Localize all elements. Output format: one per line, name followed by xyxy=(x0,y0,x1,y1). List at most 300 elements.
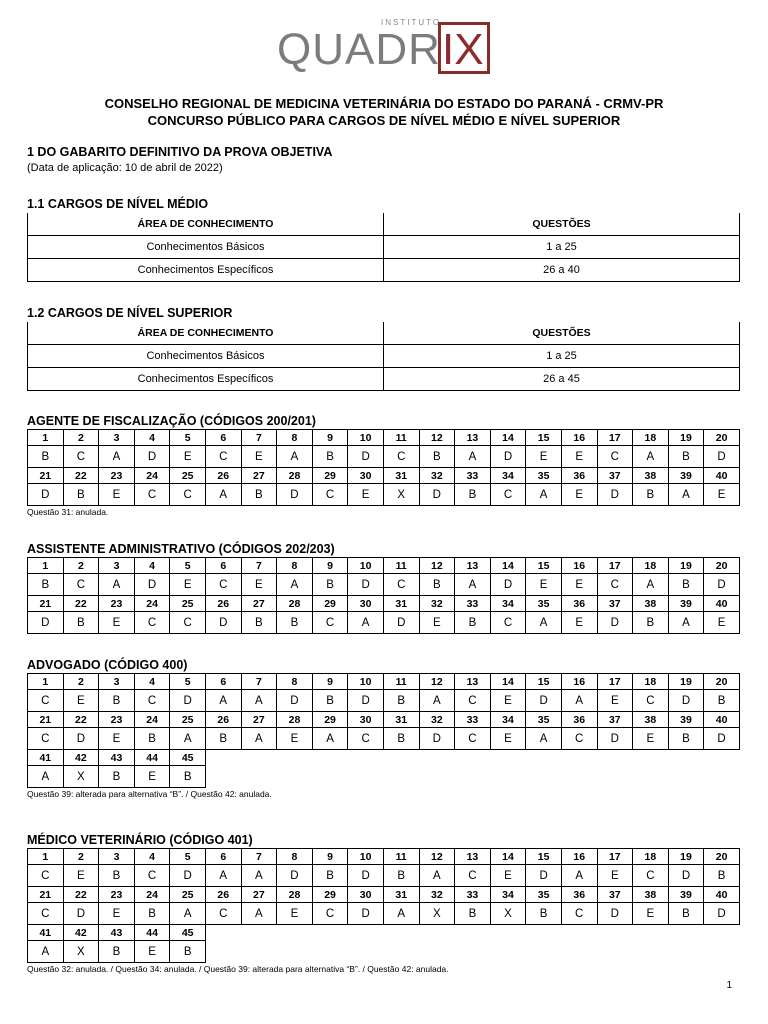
answer-cell: A xyxy=(526,728,562,750)
question-number-cell: 34 xyxy=(490,596,526,612)
answer-cell: B xyxy=(99,690,135,712)
question-number-cell: 12 xyxy=(419,849,455,865)
question-number-cell: 5 xyxy=(170,674,206,690)
answer-cell: D xyxy=(490,446,526,468)
question-number-cell: 39 xyxy=(668,468,704,484)
question-number-cell: 40 xyxy=(704,887,740,903)
answer-cell: A xyxy=(99,446,135,468)
area-cell: Conhecimentos Básicos xyxy=(28,236,384,259)
answer-row xyxy=(28,903,740,925)
answer-cell: E xyxy=(561,612,597,634)
group-assistente xyxy=(27,541,740,634)
question-number-row xyxy=(28,468,740,484)
question-number-cell: 37 xyxy=(597,468,633,484)
question-number-cell: 9 xyxy=(312,558,348,574)
answer-cell: A xyxy=(241,865,277,887)
question-number-cell: 2 xyxy=(63,430,99,446)
questoes-cell: 1 a 25 xyxy=(384,236,740,259)
application-date: (Data de aplicação: 10 de abril de 2022) xyxy=(27,162,223,174)
group-title: ASSISTENTE ADMINISTRATIVO (CÓDIGOS 202/203) xyxy=(27,542,335,556)
question-number-cell: 30 xyxy=(348,596,384,612)
group-title: ADVOGADO (CÓDIGO 400) xyxy=(27,658,188,672)
answer-cell: B xyxy=(383,690,419,712)
question-number-cell: 27 xyxy=(241,468,277,484)
question-number-cell: 30 xyxy=(348,468,384,484)
question-number-cell: 45 xyxy=(170,750,206,766)
question-number-row xyxy=(28,712,740,728)
answer-cell: D xyxy=(348,690,384,712)
question-number-cell: 15 xyxy=(526,849,562,865)
question-number-cell: 29 xyxy=(312,887,348,903)
question-number-cell: 32 xyxy=(419,712,455,728)
answer-cell: D xyxy=(668,865,704,887)
answer-cell: B xyxy=(134,728,170,750)
question-number-cell: 40 xyxy=(704,712,740,728)
answer-cell: D xyxy=(170,865,206,887)
question-number-cell: 8 xyxy=(277,558,313,574)
question-number-cell: 20 xyxy=(704,674,740,690)
question-number-cell: 27 xyxy=(241,887,277,903)
answer-cell: E xyxy=(561,446,597,468)
question-number-cell: 10 xyxy=(348,430,384,446)
question-number-cell: 16 xyxy=(561,849,597,865)
answer-cell: C xyxy=(383,446,419,468)
answer-cell: C xyxy=(63,574,99,596)
answer-cell: D xyxy=(277,865,313,887)
logo-instituto-text: INSTITUTO xyxy=(381,18,442,27)
answer-cell: E xyxy=(134,941,170,963)
answer-cell: E xyxy=(561,484,597,506)
answer-cell: C xyxy=(312,903,348,925)
answer-cell: D xyxy=(419,484,455,506)
question-number-cell: 3 xyxy=(99,430,135,446)
question-number-cell: 4 xyxy=(134,849,170,865)
answer-table xyxy=(27,429,740,506)
question-number-cell: 42 xyxy=(63,925,99,941)
answer-cell: D xyxy=(597,612,633,634)
question-number-cell: 7 xyxy=(241,849,277,865)
answer-cell: B xyxy=(28,574,64,596)
question-number-cell: 2 xyxy=(63,849,99,865)
question-number-cell: 19 xyxy=(668,674,704,690)
answer-cell: A xyxy=(668,484,704,506)
answer-cell: X xyxy=(419,903,455,925)
answer-cell: D xyxy=(205,612,241,634)
question-number-cell: 4 xyxy=(134,430,170,446)
question-number-cell: 36 xyxy=(561,596,597,612)
question-number-cell: 35 xyxy=(526,468,562,484)
answer-cell: B xyxy=(312,446,348,468)
group-title: MÉDICO VETERINÁRIO (CÓDIGO 401) xyxy=(27,833,253,847)
answer-cell: C xyxy=(597,446,633,468)
question-number-cell: 1 xyxy=(28,558,64,574)
question-number-cell: 11 xyxy=(383,849,419,865)
superior-title: 1.2 CARGOS DE NÍVEL SUPERIOR xyxy=(27,306,233,320)
answer-row xyxy=(28,941,740,963)
question-number-cell: 21 xyxy=(28,887,64,903)
question-number-cell: 31 xyxy=(383,887,419,903)
question-number-cell: 29 xyxy=(312,712,348,728)
question-number-cell: 11 xyxy=(383,558,419,574)
question-number-cell: 19 xyxy=(668,558,704,574)
answer-cell: D xyxy=(597,484,633,506)
answer-cell: X xyxy=(383,484,419,506)
answer-row xyxy=(28,728,740,750)
answer-cell: D xyxy=(526,690,562,712)
question-number-cell: 31 xyxy=(383,712,419,728)
answer-cell: A xyxy=(348,612,384,634)
question-number-cell: 43 xyxy=(99,925,135,941)
medio-col-area: ÁREA DE CONHECIMENTO xyxy=(28,213,384,236)
question-number-cell: 38 xyxy=(633,887,669,903)
answer-cell: A xyxy=(668,612,704,634)
answer-cell: B xyxy=(28,446,64,468)
table-row xyxy=(28,259,740,282)
answer-cell: E xyxy=(241,574,277,596)
question-number-cell: 15 xyxy=(526,430,562,446)
question-number-cell: 17 xyxy=(597,430,633,446)
answer-cell: C xyxy=(490,612,526,634)
answer-cell: B xyxy=(205,728,241,750)
question-number-cell: 6 xyxy=(205,849,241,865)
answer-cell: B xyxy=(63,612,99,634)
question-number-cell: 30 xyxy=(348,712,384,728)
question-number-cell: 14 xyxy=(490,558,526,574)
question-number-cell: 23 xyxy=(99,596,135,612)
group-medico xyxy=(27,832,740,974)
question-number-cell: 24 xyxy=(134,468,170,484)
answer-cell: D xyxy=(704,728,740,750)
question-number-cell: 22 xyxy=(63,468,99,484)
answer-row xyxy=(28,612,740,634)
area-cell: Conhecimentos Específicos xyxy=(28,259,384,282)
answer-cell: A xyxy=(205,484,241,506)
question-number-cell: 18 xyxy=(633,674,669,690)
question-number-cell: 18 xyxy=(633,849,669,865)
question-number-cell: 20 xyxy=(704,849,740,865)
answer-cell: C xyxy=(383,574,419,596)
answer-cell: E xyxy=(490,690,526,712)
question-number-cell: 41 xyxy=(28,925,64,941)
question-number-cell: 36 xyxy=(561,712,597,728)
question-number-cell: 45 xyxy=(170,925,206,941)
question-number-cell: 8 xyxy=(277,430,313,446)
question-number-cell: 1 xyxy=(28,430,64,446)
question-number-row xyxy=(28,925,740,941)
question-number-cell: 7 xyxy=(241,674,277,690)
answer-cell: B xyxy=(668,446,704,468)
answer-cell: B xyxy=(99,766,135,788)
question-number-cell: 30 xyxy=(348,887,384,903)
answer-cell: E xyxy=(526,574,562,596)
question-number-row xyxy=(28,558,740,574)
answer-cell: D xyxy=(383,612,419,634)
question-number-cell: 25 xyxy=(170,712,206,728)
question-number-cell: 1 xyxy=(28,849,64,865)
question-number-cell: 16 xyxy=(561,558,597,574)
answer-cell: B xyxy=(633,612,669,634)
question-number-cell: 24 xyxy=(134,887,170,903)
answer-cell: E xyxy=(99,728,135,750)
question-number-cell: 28 xyxy=(277,596,313,612)
question-number-cell: 17 xyxy=(597,674,633,690)
answer-cell: B xyxy=(134,903,170,925)
question-number-cell: 9 xyxy=(312,430,348,446)
answer-cell: A xyxy=(277,574,313,596)
answer-cell: B xyxy=(419,574,455,596)
header-line-1: CONSELHO REGIONAL DE MEDICINA VETERINÁRIA DO ESTADO DO PARANÁ - CRMV-PR xyxy=(104,96,664,111)
answer-cell: D xyxy=(704,903,740,925)
question-number-cell: 34 xyxy=(490,712,526,728)
question-number-cell: 3 xyxy=(99,558,135,574)
question-number-cell: 42 xyxy=(63,750,99,766)
answer-cell: E xyxy=(99,484,135,506)
question-number-cell: 41 xyxy=(28,750,64,766)
question-number-cell: 38 xyxy=(633,712,669,728)
answer-cell: X xyxy=(63,766,99,788)
question-number-row xyxy=(28,887,740,903)
answer-cell: C xyxy=(134,484,170,506)
answer-cell: B xyxy=(668,728,704,750)
question-number-cell: 23 xyxy=(99,468,135,484)
question-number-cell: 19 xyxy=(668,849,704,865)
answer-cell: C xyxy=(561,728,597,750)
question-number-cell: 33 xyxy=(455,887,491,903)
answer-cell: C xyxy=(633,865,669,887)
answer-cell: A xyxy=(28,766,64,788)
questoes-cell: 26 a 40 xyxy=(384,259,740,282)
answer-cell: D xyxy=(597,728,633,750)
answer-cell: C xyxy=(205,574,241,596)
answer-cell: A xyxy=(241,690,277,712)
question-number-cell: 35 xyxy=(526,887,562,903)
question-number-cell: 31 xyxy=(383,596,419,612)
question-number-row xyxy=(28,750,740,766)
answer-cell: B xyxy=(455,484,491,506)
group-title: AGENTE DE FISCALIZAÇÃO (CÓDIGOS 200/201) xyxy=(27,414,316,428)
page-number: 1 xyxy=(726,980,732,991)
answer-cell: C xyxy=(205,446,241,468)
answer-cell: C xyxy=(28,903,64,925)
group-note: Questão 39: alterada para alternativa “B”. / Questão 42: anulada. xyxy=(27,789,272,799)
answer-cell: D xyxy=(134,574,170,596)
question-number-cell: 37 xyxy=(597,887,633,903)
question-number-cell: 6 xyxy=(205,430,241,446)
answer-cell: E xyxy=(419,612,455,634)
question-number-cell: 10 xyxy=(348,849,384,865)
question-number-cell: 40 xyxy=(704,596,740,612)
question-number-cell: 25 xyxy=(170,596,206,612)
header-line-2: CONCURSO PÚBLICO PARA CARGOS DE NÍVEL MÉDIO E NÍVEL SUPERIOR xyxy=(147,113,621,128)
question-number-cell: 7 xyxy=(241,430,277,446)
answer-row xyxy=(28,446,740,468)
question-number-cell: 19 xyxy=(668,430,704,446)
answer-cell: C xyxy=(490,484,526,506)
question-number-cell: 7 xyxy=(241,558,277,574)
answer-cell: C xyxy=(205,903,241,925)
answer-cell: C xyxy=(170,612,206,634)
question-number-cell: 34 xyxy=(490,887,526,903)
question-number-cell: 22 xyxy=(63,596,99,612)
question-number-cell: 9 xyxy=(312,849,348,865)
question-number-row xyxy=(28,674,740,690)
answer-cell: E xyxy=(170,574,206,596)
answer-cell: A xyxy=(455,574,491,596)
answer-row xyxy=(28,766,740,788)
logo-word: QUADR xyxy=(277,25,441,74)
question-number-row xyxy=(28,596,740,612)
question-number-cell: 13 xyxy=(455,430,491,446)
answer-row xyxy=(28,690,740,712)
question-number-cell: 14 xyxy=(490,849,526,865)
answer-cell: B xyxy=(312,690,348,712)
answer-cell: E xyxy=(348,484,384,506)
question-number-cell: 44 xyxy=(134,750,170,766)
question-number-cell: 32 xyxy=(419,887,455,903)
question-number-cell: 22 xyxy=(63,887,99,903)
answer-cell: E xyxy=(597,690,633,712)
answer-cell: B xyxy=(241,484,277,506)
answer-cell: B xyxy=(383,865,419,887)
answer-cell: C xyxy=(455,690,491,712)
question-number-cell: 38 xyxy=(633,468,669,484)
question-number-cell: 39 xyxy=(668,887,704,903)
answer-table xyxy=(27,557,740,634)
answer-cell: E xyxy=(241,446,277,468)
answer-cell: X xyxy=(63,941,99,963)
answer-cell: B xyxy=(419,446,455,468)
answer-cell: E xyxy=(99,612,135,634)
answer-row xyxy=(28,484,740,506)
logo-ix: IX xyxy=(442,25,484,74)
question-number-cell: 32 xyxy=(419,468,455,484)
answer-cell: E xyxy=(597,865,633,887)
question-number-cell: 27 xyxy=(241,596,277,612)
answer-cell: E xyxy=(704,612,740,634)
question-number-cell: 4 xyxy=(134,674,170,690)
answer-cell: A xyxy=(170,728,206,750)
answer-cell: C xyxy=(134,612,170,634)
question-number-cell: 38 xyxy=(633,596,669,612)
answer-cell: B xyxy=(277,612,313,634)
answer-cell: D xyxy=(526,865,562,887)
answer-cell: B xyxy=(668,903,704,925)
answer-cell: C xyxy=(633,690,669,712)
question-number-cell: 12 xyxy=(419,674,455,690)
question-number-cell: 37 xyxy=(597,712,633,728)
question-number-cell: 3 xyxy=(99,674,135,690)
answer-cell: D xyxy=(170,690,206,712)
area-cell: Conhecimentos Específicos xyxy=(28,368,384,391)
question-number-cell: 29 xyxy=(312,468,348,484)
answer-cell: D xyxy=(419,728,455,750)
question-number-cell: 17 xyxy=(597,849,633,865)
answer-cell: B xyxy=(312,574,348,596)
answer-cell: B xyxy=(63,484,99,506)
answer-table xyxy=(27,673,740,788)
answer-cell: E xyxy=(277,728,313,750)
question-number-cell: 18 xyxy=(633,430,669,446)
medio-title: 1.1 CARGOS DE NÍVEL MÉDIO xyxy=(27,197,209,211)
answer-cell: B xyxy=(526,903,562,925)
question-number-cell: 34 xyxy=(490,468,526,484)
answer-cell: E xyxy=(561,574,597,596)
answer-cell: E xyxy=(277,903,313,925)
answer-cell: A xyxy=(205,865,241,887)
answer-cell: C xyxy=(134,865,170,887)
question-number-cell: 22 xyxy=(63,712,99,728)
question-number-cell: 39 xyxy=(668,596,704,612)
answer-cell: D xyxy=(277,690,313,712)
question-number-cell: 13 xyxy=(455,849,491,865)
answer-cell: C xyxy=(28,728,64,750)
answer-cell: E xyxy=(170,446,206,468)
question-number-cell: 23 xyxy=(99,887,135,903)
medio-table xyxy=(27,213,740,282)
question-number-cell: 14 xyxy=(490,674,526,690)
question-number-cell: 16 xyxy=(561,674,597,690)
question-number-cell: 44 xyxy=(134,925,170,941)
question-number-cell: 12 xyxy=(419,430,455,446)
answer-cell: B xyxy=(170,766,206,788)
question-number-cell: 37 xyxy=(597,596,633,612)
answer-cell: C xyxy=(455,728,491,750)
question-number-cell: 21 xyxy=(28,596,64,612)
superior-col-area: ÁREA DE CONHECIMENTO xyxy=(28,322,384,345)
answer-cell: A xyxy=(383,903,419,925)
area-cell: Conhecimentos Básicos xyxy=(28,345,384,368)
questoes-cell: 1 a 25 xyxy=(384,345,740,368)
question-number-cell: 21 xyxy=(28,468,64,484)
question-number-cell: 6 xyxy=(205,558,241,574)
answer-cell: D xyxy=(348,446,384,468)
group-agente xyxy=(27,413,740,517)
answer-row xyxy=(28,865,740,887)
question-number-cell: 5 xyxy=(170,430,206,446)
answer-cell: E xyxy=(526,446,562,468)
question-number-cell: 15 xyxy=(526,558,562,574)
answer-cell: B xyxy=(312,865,348,887)
question-number-cell: 25 xyxy=(170,887,206,903)
question-number-cell: 23 xyxy=(99,712,135,728)
answer-cell: A xyxy=(312,728,348,750)
answer-cell: E xyxy=(490,728,526,750)
table-row xyxy=(28,345,740,368)
group-note: Questão 31: anulada. xyxy=(27,507,109,517)
question-number-cell: 21 xyxy=(28,712,64,728)
answer-cell: A xyxy=(241,903,277,925)
question-number-cell: 33 xyxy=(455,468,491,484)
answer-cell: C xyxy=(348,728,384,750)
answer-cell: C xyxy=(28,865,64,887)
question-number-cell: 6 xyxy=(205,674,241,690)
question-number-cell: 26 xyxy=(205,596,241,612)
answer-cell: C xyxy=(597,574,633,596)
question-number-cell: 28 xyxy=(277,468,313,484)
answer-cell: D xyxy=(348,865,384,887)
group-advogado xyxy=(27,657,740,799)
answer-cell: E xyxy=(633,728,669,750)
question-number-cell: 5 xyxy=(170,558,206,574)
question-number-cell: 10 xyxy=(348,674,384,690)
answer-table xyxy=(27,848,740,963)
answer-cell: D xyxy=(348,574,384,596)
answer-cell: B xyxy=(383,728,419,750)
answer-cell: E xyxy=(134,766,170,788)
answer-cell: E xyxy=(490,865,526,887)
question-number-cell: 13 xyxy=(455,558,491,574)
answer-cell: A xyxy=(633,446,669,468)
